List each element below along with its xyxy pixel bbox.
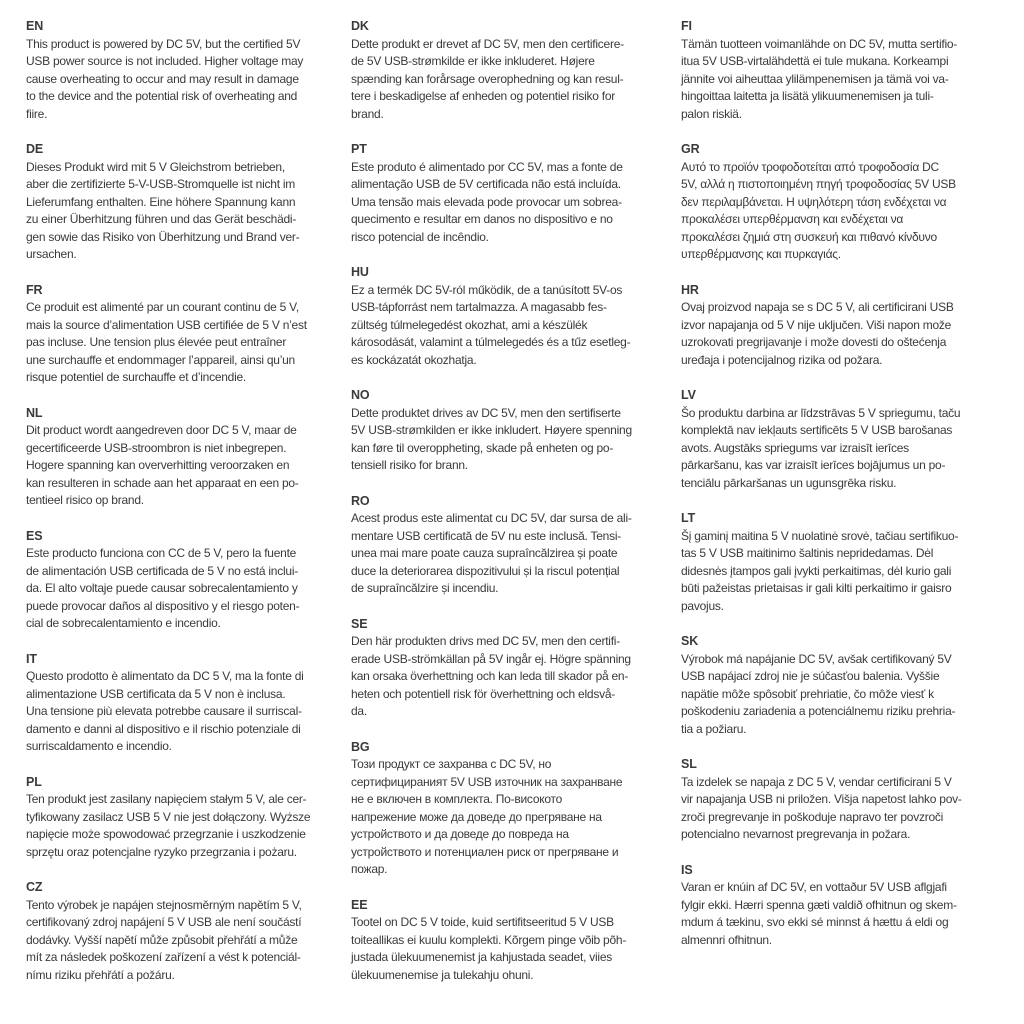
text-line: Ovaj proizvod napaja se s DC 5 V, ali certificirani USB: [681, 300, 954, 314]
language-section-pl: [26, 774, 360, 862]
text-line: Šo produktu darbina ar līdzstrāvas 5 V spriegumu, taču: [681, 405, 961, 420]
language-section-it: [26, 651, 360, 756]
text-line: устройството и потенциален риск от прегряване и: [351, 844, 619, 859]
text-line: potencialno nevarnost pregrevanja in požara.: [681, 827, 911, 841]
text-line: не е включен в комплекта. По-високото: [351, 792, 563, 806]
section-text: [351, 282, 685, 370]
text-line: hingoittaa laitetta ja lisätä ylikuumenemisen ja tuli-: [681, 89, 934, 103]
text-line: didesnės įtampos gali įvykti perkaitimas, dėl kurio gali: [681, 563, 952, 578]
text-line: Dette produkt er drevet af DC 5V, men den certificere-: [351, 36, 624, 51]
language-section-ee: [351, 897, 685, 985]
language-code-label: LT: [681, 511, 696, 525]
text-line: USB napájací zdroj nie je súčasťou balenia. Vyššie: [681, 669, 940, 683]
language-section-nl: [26, 405, 360, 510]
text-line: Šį gaminį maitina 5 V nuolatinė srovė, tačiau sertifikuo-: [681, 528, 959, 543]
text-line: damento e danni al dispositivo e il rischio potenziale di: [26, 721, 301, 736]
text-line: aber die zertifizierte 5-V-USB-Stromquelle ist nicht im: [26, 177, 296, 191]
language-section-lt: [681, 510, 1015, 615]
text-line: Αυτό το προϊόν τροφοδοτείται από τροφοδοσία DC: [681, 159, 939, 174]
text-line: to the device and the potential risk of overheating and: [26, 89, 298, 103]
text-line: da.: [351, 704, 367, 718]
language-code-label: EE: [351, 897, 368, 912]
text-line: fiire.: [26, 106, 48, 121]
section-text: [681, 36, 1015, 124]
text-line: Dette produktet drives av DC 5V, men den sertifiserte: [351, 405, 621, 420]
language-code-label: IT: [26, 651, 37, 666]
text-line: izvor napajanja od 5 V nije uključen. Viši napon može: [681, 317, 952, 332]
language-section-dk: [351, 18, 685, 123]
text-line: Varan er knúin af DC 5V, en vottaður 5V USB aflgjafi: [681, 880, 947, 894]
language-code-label: DK: [351, 19, 369, 33]
text-line: de alimentación USB certificada de 5 V no está inclui-: [26, 563, 298, 578]
text-line: δεν περιλαμβάνεται. Η υψηλότερη τάση ενδέχεται να: [681, 194, 947, 209]
section-text: [351, 405, 685, 475]
text-line: risque potentiel de surchauffe et d’incendie.: [26, 370, 247, 384]
text-line: gen sowie das Risiko von Überhitzung und Brand ver-: [26, 229, 300, 244]
section-text: [351, 36, 685, 124]
text-line: USB-tápforrást nem tartalmazza. A magasabb fes-: [351, 300, 607, 314]
section-text: [351, 510, 685, 598]
language-code-label: CZ: [26, 880, 43, 894]
text-line: mít za následek poškození zařízení a vést k potenciál-: [26, 950, 301, 964]
section-text: [26, 668, 360, 756]
language-code-label: NL: [26, 405, 43, 420]
text-line: poškodeniu zariadenia a potenciálnemu riziku prehria-: [681, 704, 956, 718]
text-line: Uma tensão mais elevada pode provocar um sobrea-: [351, 194, 622, 209]
language-code-label: SK: [681, 634, 699, 648]
language-code-label: BG: [351, 739, 370, 754]
language-section-fr: [26, 282, 360, 387]
text-line: károsodását, valamint a túlmelegedés és a tűz esetleg-: [351, 335, 631, 349]
text-line: spænding kan forårsage overophedning og kan resul-: [351, 71, 624, 86]
text-line: tenciālu pārkaršanas un ugunsgrēka risku.: [681, 475, 897, 490]
text-line: Den här produkten drivs med DC 5V, men den certifi-: [351, 634, 620, 648]
text-line: pavojus.: [681, 598, 724, 613]
text-line: Tootel on DC 5 V toide, kuid sertifitseeritud 5 V USB: [351, 915, 614, 929]
text-line: zroči pregrevanje in poškoduje napravo ter povzroči: [681, 809, 944, 824]
text-line: Ce produit est alimenté par un courant continu de 5 V,: [26, 300, 299, 314]
language-code-label: DE: [26, 142, 44, 156]
text-line: mais la source d’alimentation USB certifiée de 5 V n’est: [26, 317, 307, 332]
text-line: Tento výrobek je napájen stejnosměrným napětím 5 V,: [26, 897, 302, 912]
language-code-label: SL: [681, 757, 697, 771]
text-line: cause overheating to occur and may result in damage: [26, 71, 299, 86]
language-section-hr: [681, 282, 1015, 370]
text-line: zu einer Überhitzung führen und das Gerät beschädi-: [26, 212, 297, 226]
text-line: Este produto é alimentado por CC 5V, mas a fonte de: [351, 159, 623, 174]
language-section-lv: [681, 387, 1015, 492]
text-line: Una tensione più elevata potrebbe causare il surriscal-: [26, 704, 302, 718]
text-line: tensiell risiko for brann.: [351, 458, 468, 472]
text-line: mdum á tækinu, svo ekki sé minnst á hættu á eldi og: [681, 915, 949, 929]
text-line: brand.: [351, 106, 384, 121]
section-text: [26, 159, 360, 264]
text-line: vir napajanja USB ni priložen. Višja napetost lahko pov-: [681, 792, 962, 806]
text-line: de supraîncălzire și incendiu.: [351, 581, 499, 595]
text-column-2: [351, 18, 685, 1002]
text-line: Този продукт се захранва с DC 5V, но: [351, 757, 552, 771]
text-line: da. El alto voltaje puede causar sobrecalentamiento y: [26, 581, 298, 595]
language-section-se: [351, 616, 685, 721]
text-line: Dit product wordt aangedreven door DC 5 V, maar de: [26, 423, 297, 437]
text-line: toiteallikas ei kuulu komplekti. Kõrgem pinge võib põh-: [351, 932, 627, 947]
text-line: napätie môže spôsobiť prehriatie, čo môže viesť k: [681, 686, 934, 701]
section-text: [351, 914, 685, 984]
language-section-is: [681, 862, 1015, 950]
section-text: [26, 545, 360, 633]
section-text: [351, 159, 685, 247]
section-text: [26, 422, 360, 510]
section-text: [351, 756, 685, 879]
language-code-label: GR: [681, 142, 700, 156]
text-line: duce la deteriorarea dispozitivului și la riscul potențial: [351, 563, 620, 578]
section-text: [681, 299, 1015, 369]
text-line: alimentação USB de 5V certificada não está incluída.: [351, 177, 621, 191]
text-line: puede provocar daños al dispositivo y el riesgo poten-: [26, 598, 300, 613]
text-line: pārkaršanu, kas var izraisīt ierīces bojājumus un po-: [681, 458, 946, 472]
section-text: [26, 897, 360, 985]
section-text: [681, 879, 1015, 949]
text-line: mentare USB certificată de 5V nu este inclusă. Tensi-: [351, 528, 622, 543]
text-line: kan resulteren in schade aan het apparaat en een po-: [26, 475, 299, 490]
text-line: sprzętu oraz potencjalne ryzyko przegrzania i pożaru.: [26, 844, 297, 859]
text-line: tia a požiaru.: [681, 721, 747, 736]
text-line: avots. Augstāks spriegums var izraisīt ierīces: [681, 440, 909, 455]
text-line: erade USB-strömkällan på 5V ingår ej. Högre spänning: [351, 651, 631, 666]
text-line: es kockázatát okozhatja.: [351, 352, 477, 367]
text-line: Acest produs este alimentat cu DC 5V, dar sursa de ali-: [351, 511, 632, 525]
text-line: kan føre til overoppheting, skade på enheten og po-: [351, 440, 614, 455]
text-line: almennri ofhitnun.: [681, 932, 772, 947]
text-line: Lieferumfang enthalten. Eine höhere Spannung kann: [26, 194, 296, 209]
text-line: būti pažeistas prietaisas ir gali kilti perkaitimo ir gaisro: [681, 581, 952, 595]
text-line: itua 5V USB-virtalähdettä ei tule mukana. Korkeampi: [681, 54, 949, 68]
section-text: [26, 36, 360, 124]
text-line: une surchauffe et endommager l’appareil, ainsi qu’un: [26, 352, 295, 367]
text-line: ursachen.: [26, 247, 77, 261]
section-text: [681, 774, 1015, 844]
section-text: [681, 528, 1015, 616]
section-text: [351, 633, 685, 721]
section-text: [681, 405, 1015, 493]
text-line: tas 5 V USB maitinimo šaltinis nepridedamas. Dėl: [681, 546, 934, 560]
text-column-1: [26, 18, 360, 1002]
text-line: napięcie może spowodować przegrzanie i uszkodzenie: [26, 827, 306, 841]
text-line: quecimento e resultar em danos no dispositivo e no: [351, 212, 613, 226]
language-section-no: [351, 387, 685, 475]
text-line: fylgir ekki. Hærri spenna gæti valdið ofhitnun og skem-: [681, 897, 957, 912]
text-line: Ten produkt jest zasilany napięciem stałym 5 V, ale cer-: [26, 792, 307, 806]
text-line: surriscaldamento e incendio.: [26, 739, 172, 753]
text-line: Tämän tuotteen voimanlähde on DC 5V, mutta sertifio-: [681, 36, 958, 51]
language-code-label: PT: [351, 142, 367, 156]
text-line: 5V USB-strømkilden er ikke inkludert. Høyere spenning: [351, 423, 632, 437]
text-line: Este producto funciona con CC de 5 V, pero la fuente: [26, 546, 297, 560]
text-line: certifikovaný zdroj napájení 5 V USB ale není součástí: [26, 915, 302, 929]
language-code-label: PL: [26, 774, 42, 789]
text-line: tere i beskadigelse af enheden og potentiel risiko for: [351, 89, 616, 103]
language-section-gr: [681, 141, 1015, 264]
text-line: komplektā nav iekļauts sertificēts 5 V USB barošanas: [681, 423, 953, 437]
text-line: Výrobok má napájanie DC 5V, avšak certifikovaný 5V: [681, 651, 952, 666]
section-text: [681, 159, 1015, 264]
section-text: [681, 651, 1015, 739]
language-code-label: HU: [351, 265, 369, 279]
language-section-fi: [681, 18, 1015, 123]
text-line: Ez a termék DC 5V-ról működik, de a tanúsított 5V-os: [351, 282, 623, 297]
text-line: gecertificeerde USB-stroombron is niet inbegrepen.: [26, 440, 287, 455]
language-code-label: SE: [351, 616, 368, 631]
language-code-label: LV: [681, 388, 696, 402]
text-line: Ta izdelek se napaja z DC 5 V, vendar certificirani 5 V: [681, 774, 952, 789]
text-line: jännite voi aiheuttaa ylilämpenemisen ja tämä voi va-: [681, 71, 949, 86]
text-line: Hogere spanning kan oververhitting veroorzaken en: [26, 458, 290, 472]
text-line: USB power source is not included. Higher voltage may: [26, 54, 304, 68]
language-section-sl: [681, 756, 1015, 844]
text-line: сертифицираният 5V USB източник на захранване: [351, 774, 623, 789]
text-line: kan orsaka överhettning och kan leda till skador på en-: [351, 669, 629, 683]
language-code-label: IS: [681, 862, 693, 877]
language-code-label: RO: [351, 493, 370, 508]
language-code-label: ES: [26, 528, 43, 543]
section-text: [26, 299, 360, 387]
language-code-label: EN: [26, 19, 44, 33]
section-text: [26, 791, 360, 861]
text-line: This product is powered by DC 5V, but the certified 5V: [26, 36, 301, 51]
text-line: ülekuumenemise ja tulekahju ohuni.: [351, 967, 534, 982]
language-section-es: [26, 528, 360, 633]
text-line: de 5V USB-strømkilde er ikke inkluderet. Højere: [351, 54, 595, 68]
language-section-pt: [351, 141, 685, 246]
text-line: unea mai mare poate cauza supraîncălzirea și poate: [351, 546, 618, 560]
language-section-sk: [681, 633, 1015, 738]
text-line: 5V, αλλά η πιστοποιημένη πηγή τροφοδοσίας 5V USB: [681, 177, 956, 191]
language-section-cz: [26, 879, 360, 984]
text-line: устройството и да доведе до повреда на: [351, 827, 569, 841]
text-line: προκαλέσει ζημιά στη συσκευή και πιθανό κίνδυνο: [681, 229, 937, 244]
language-section-hu: [351, 264, 685, 369]
text-line: tyfikowany zasilacz USB 5 V nie jest dołączony. Wyższe: [26, 809, 311, 824]
text-line: uzrokovati pregrijavanje i može dovesti do oštećenja: [681, 335, 947, 349]
text-line: Questo prodotto è alimentato da DC 5 V, ma la fonte di: [26, 669, 304, 683]
language-section-de: [26, 141, 360, 264]
text-column-3: [681, 18, 1015, 967]
text-line: tentieel risico op brand.: [26, 493, 144, 507]
text-line: alimentazione USB certificata da 5 V non è inclusa.: [26, 686, 286, 701]
text-line: пожар.: [351, 862, 388, 876]
text-line: pas incluse. Une tension plus élevée peut entraîner: [26, 335, 287, 349]
text-line: heten och potentiell risk för överhettning och eldsvå-: [351, 686, 615, 701]
text-line: cial de sobrecalentamiento e incendio.: [26, 616, 221, 630]
language-code-label: NO: [351, 388, 370, 402]
text-line: risco potencial de incêndio.: [351, 229, 489, 244]
text-line: zültség túlmelegedést okozhat, ami a készülék: [351, 317, 588, 332]
text-line: justada ülekuumenemist ja kahjustada seadet, viies: [351, 950, 612, 964]
text-line: Dieses Produkt wird mit 5 V Gleichstrom betrieben,: [26, 159, 285, 174]
text-line: dodávky. Vyšší napětí může způsobit přehřátí a může: [26, 932, 298, 947]
text-line: υπερθέρμανσης και πυρκαγιάς.: [681, 247, 841, 261]
language-section-ro: [351, 493, 685, 598]
text-line: palon riskiä.: [681, 106, 742, 121]
language-code-label: HR: [681, 282, 699, 297]
text-line: напрежение може да доведе до прегряване на: [351, 809, 602, 824]
language-section-en: [26, 18, 360, 123]
language-code-label: FI: [681, 19, 692, 33]
text-line: προκαλέσει υπερθέρμανση και ενδέχεται να: [681, 212, 904, 226]
text-line: uređaja i potencijalnog rizika od požara.: [681, 352, 883, 367]
language-section-bg: [351, 739, 685, 879]
language-code-label: FR: [26, 282, 43, 297]
text-line: nímu riziku přehřátí a požáru.: [26, 967, 175, 982]
